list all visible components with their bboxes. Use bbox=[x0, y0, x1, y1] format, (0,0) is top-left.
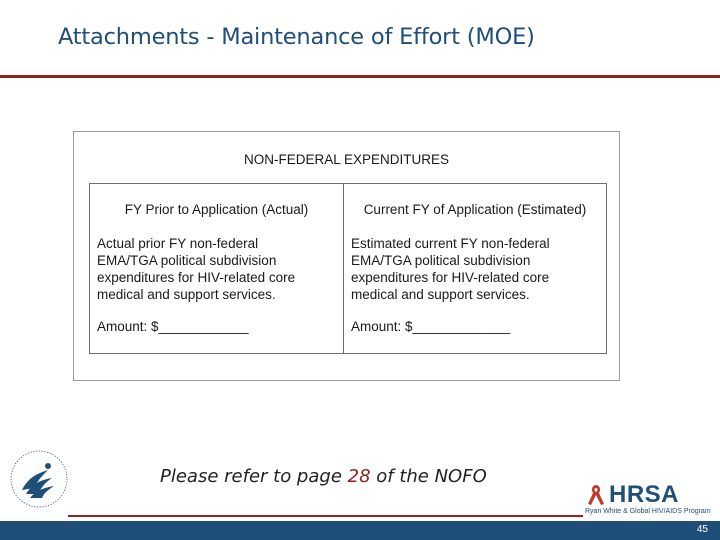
amount-field: Amount: $____________ bbox=[97, 319, 249, 334]
amount-field: Amount: $_____________ bbox=[351, 319, 511, 334]
footer-bar bbox=[0, 521, 720, 540]
footer-divider bbox=[68, 515, 583, 517]
column-heading: Current FY of Application (Estimated) bbox=[363, 202, 587, 217]
page-number: 45 bbox=[696, 524, 708, 535]
nofo-reference-note bbox=[160, 466, 487, 487]
slide-title: Attachments - Maintenance of Effort (MOE) bbox=[58, 24, 535, 50]
prior-fy-column bbox=[90, 184, 344, 353]
description-line: EMA/TGA political subdivision bbox=[97, 253, 277, 268]
expenditures-table bbox=[89, 183, 607, 354]
current-fy-column bbox=[344, 184, 606, 353]
form-header: NON-FEDERAL EXPENDITURES bbox=[243, 152, 450, 167]
note-text-after: of the NOFO bbox=[370, 466, 487, 487]
red-ribbon-icon bbox=[583, 482, 609, 508]
hrsa-wordmark: HRSA bbox=[609, 481, 680, 508]
hhs-seal-logo bbox=[8, 448, 70, 510]
description-line: EMA/TGA political subdivision bbox=[351, 253, 531, 268]
column-description bbox=[97, 235, 332, 303]
title-divider bbox=[0, 75, 720, 78]
hrsa-logo bbox=[583, 482, 715, 518]
description-line: medical and support services. bbox=[351, 287, 530, 302]
column-description bbox=[351, 235, 586, 303]
moe-form-image bbox=[73, 131, 620, 381]
hrsa-subtitle: Ryan White & Global HIV/AIDS Program bbox=[585, 508, 711, 515]
note-page-number: 28 bbox=[347, 466, 371, 487]
column-heading: FY Prior to Application (Actual) bbox=[124, 202, 309, 217]
description-line: expenditures for HIV-related core bbox=[97, 270, 296, 285]
description-line: expenditures for HIV-related core bbox=[351, 270, 550, 285]
description-line: medical and support services. bbox=[97, 287, 276, 302]
note-text-before: Please refer to page bbox=[160, 466, 348, 487]
description-line: Estimated current FY non-federal bbox=[351, 236, 550, 251]
description-line: Actual prior FY non-federal bbox=[97, 236, 259, 251]
